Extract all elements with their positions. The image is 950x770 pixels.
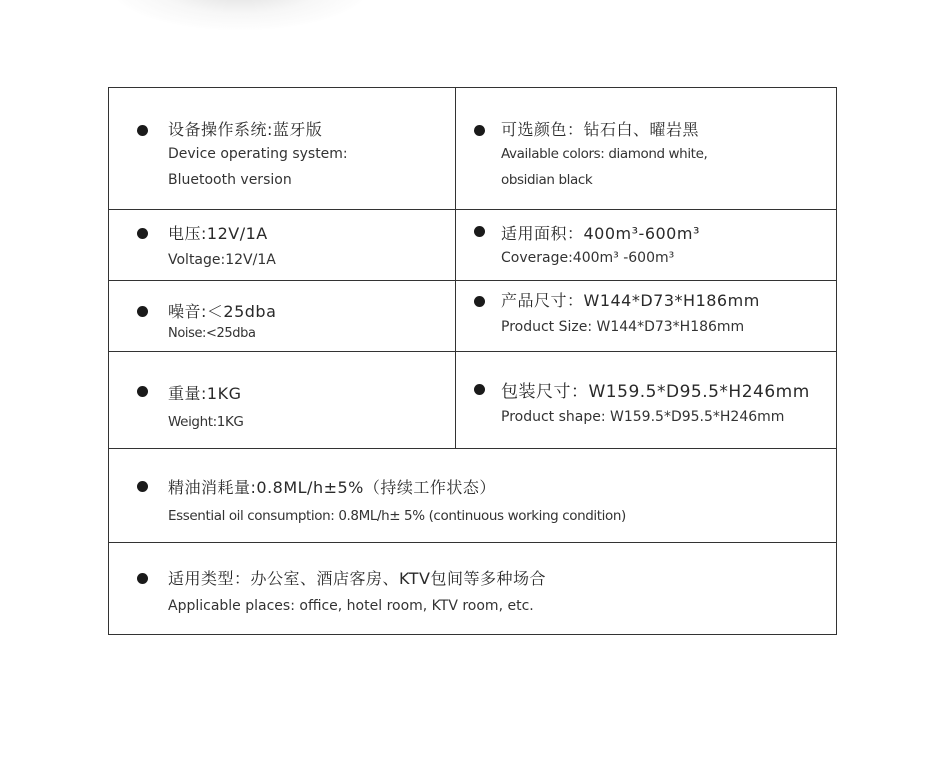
spec-cell-voltage [109,210,456,280]
spec-text [168,383,243,439]
spec-text [168,119,348,193]
bullet-icon [137,481,148,492]
noise-en: Noise:<25dba [168,326,256,341]
places-zh: 适用类型：办公室、酒店客房、KTV包间等多种场合 [168,569,546,588]
os-zh: 设备操作系统:蓝牙版 [168,120,323,139]
bullet-icon [474,384,485,395]
spec-text [168,477,626,533]
spec-text [168,568,546,622]
os-en-line1: Device operating system: [168,146,348,162]
spec-text [501,119,707,193]
bullet-icon [137,228,148,239]
bullet-icon [137,306,148,317]
spec-text [168,301,276,345]
bullet-icon [137,386,148,397]
size-en: Product Size: W144*D73*H186mm [501,319,745,335]
spec-cell-package [456,352,836,448]
spec-table [108,87,837,635]
weight-en: Weight:1KG [168,414,244,430]
spec-text [168,223,276,275]
spec-cell-size [456,281,836,351]
colors-en-line2: obsidian black [501,172,593,188]
spec-row [109,352,836,449]
noise-zh: 噪音:＜25dba [168,302,277,321]
spec-cell-os [109,88,456,209]
spec-text [501,381,810,431]
spec-cell-oil [109,449,836,542]
colors-zh: 可选颜色：钻石白、曜岩黑 [501,120,700,139]
spec-row [109,281,836,352]
spec-text [501,223,700,271]
bullet-icon [137,125,148,136]
spec-row [109,210,836,281]
colors-en-line1: Available colors: diamond white, [501,146,708,162]
spec-cell-weight [109,352,456,448]
oil-zh: 精油消耗量:0.8ML/h±5%（持续工作状态） [168,478,496,497]
bullet-icon [474,125,485,136]
places-en: Applicable places: office, hotel room, KTV room, etc. [168,598,534,614]
spec-cell-colors [456,88,836,209]
oil-en: Essential oil consumption: 0.8ML/h± 5% (continuous working condition) [168,508,626,524]
bullet-icon [474,226,485,237]
spec-cell-places [109,543,836,634]
voltage-en: Voltage:12V/1A [168,252,276,268]
decorative-shadow [110,0,370,30]
package-zh: 包装尺寸：W159.5*D95.5*H246mm [501,382,810,402]
size-zh: 产品尺寸：W144*D73*H186mm [501,291,760,310]
spec-row [109,449,836,543]
spec-cell-coverage [456,210,836,280]
coverage-en: Coverage:400m³ -600m³ [501,250,675,266]
bullet-icon [474,296,485,307]
spec-row [109,543,836,634]
spec-text [501,290,760,342]
package-en: Product shape: W159.5*D95.5*H246mm [501,409,785,425]
coverage-zh: 适用面积：400m³-600m³ [501,224,700,243]
spec-row [109,88,836,210]
bullet-icon [137,573,148,584]
spec-cell-noise [109,281,456,351]
voltage-zh: 电压:12V/1A [168,224,268,243]
weight-zh: 重量:1KG [168,384,242,403]
os-en-line2: Bluetooth version [168,172,292,188]
